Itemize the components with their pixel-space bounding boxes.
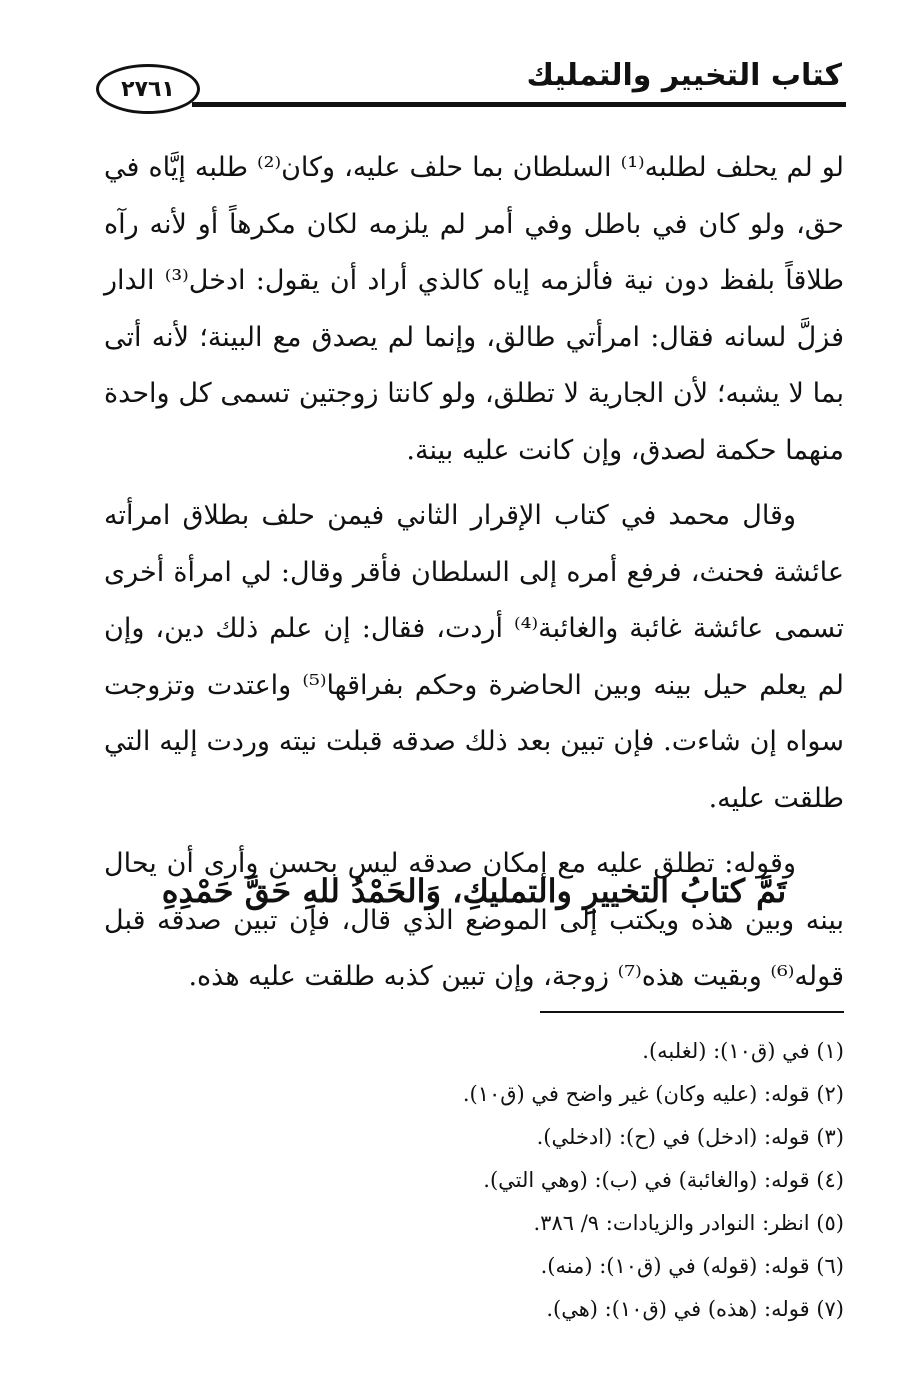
- book-title: كتاب التخيير والتمليك: [526, 58, 842, 93]
- footnote-divider: [540, 1011, 844, 1013]
- footnote: (٣) قوله: (ادخل) في (ح): (ادخلي).: [536, 1125, 844, 1149]
- footnotes-list: [104, 1030, 844, 1331]
- page-number: ٢٧٦١: [96, 64, 200, 114]
- page-header: [92, 50, 852, 110]
- paragraph-2: وقال محمد في كتاب الإقرار الثاني فيمن حلف بطلاق امرأته عائشة فحنث، فرفع أمره إلى السلطان فأقر وقال: لي امرأة أخرى تسمى عائشة غائبة والغائبة⁽⁴⁾ أردت، فقال: إن علم ذلك دين، وإن لم يعلم حيل بينه وبين الحاضرة وحكم بفراقها⁽⁵⁾ واعتدت وتزوجت سواه إن شاءت. فإن تبين بعد ذلك صدقه قبلت نيته وردت إليه التي طلقت عليه.: [104, 500, 845, 814]
- footnote: (٦) قوله: (قوله) في (ق١٠): (منه).: [540, 1254, 844, 1278]
- header-rule: [192, 102, 846, 107]
- footnote: (٢) قوله: (عليه وكان) غير واضح في (ق١٠).: [462, 1082, 844, 1106]
- footnote: (٧) قوله: (هذه) في (ق١٠): (هي).: [546, 1297, 844, 1321]
- footnote: (٥) انظر: النوادر والزيادات: ٩/ ٣٨٦.: [533, 1211, 844, 1235]
- paragraph-3: وقوله: تطلق عليه مع إمكان صدقه ليس بحسن وأرى أن يحال بينه وبين هذه ويكتب إلى الموضع الذي قال، فإن تبين صدقه قبل قوله⁽⁶⁾ وبقيت هذه⁽⁷⁾ زوجة، وإن تبين كذبه طلقت عليه هذه.: [104, 848, 844, 992]
- chapter-closing-line: تَمَّ كتابُ التخييرِ والتمليكِ، وَالحَمْدُ للهِ حَقَّ حَمْدِهِ: [161, 872, 787, 910]
- paragraph-1: لو لم يحلف لطلبه⁽¹⁾ السلطان بما حلف عليه، وكان⁽²⁾ طلبه إيَّاه في حق، ولو كان في باطل وفي أمر لم يلزمه لكان مكرهاً أو لأنه رآه طلاقاً بلفظ دون نية فألزمه إياه كالذي أراد أن يقول: ادخل⁽³⁾ الدار فزلَّ لسانه فقال: امرأتي طالق، وإنما لم يصدق مع البينة؛ لأنه أتى بما لا يشبه؛ لأن الجارية لا تطلق، ولو كانتا زوجتين تسمى كل واحدة منهما حكمة لصدق، وإن كانت عليه بينة.: [104, 152, 845, 466]
- footnote: (٤) قوله: (والغائبة) في (ب): (وهي التي).: [483, 1168, 844, 1192]
- footnote: (١) في (ق١٠): (لغلبه).: [642, 1039, 844, 1063]
